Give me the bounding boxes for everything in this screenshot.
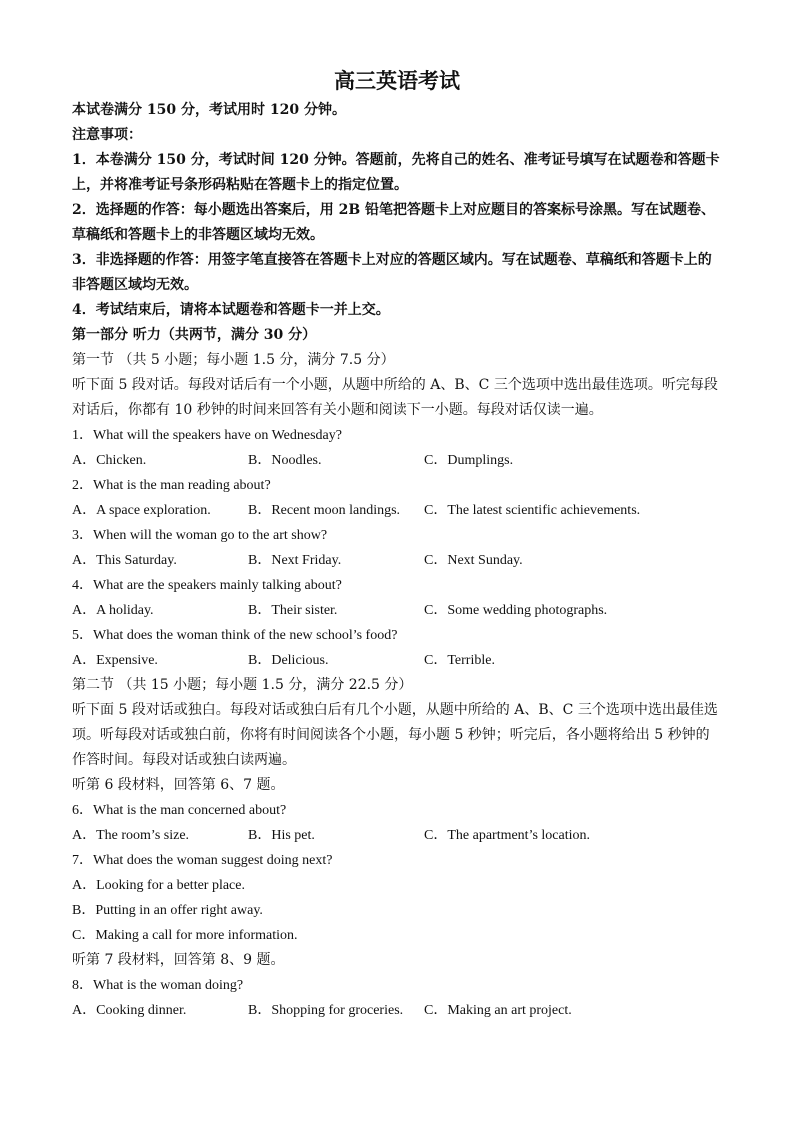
option-a: A．Expensive. bbox=[72, 653, 158, 668]
option-c: C．The apartment’s location. bbox=[424, 828, 591, 843]
option-c: C．Terrible. bbox=[424, 653, 495, 668]
question-2: 2．What is the man reading about? bbox=[72, 478, 271, 493]
question-8: 8．What is the woman doing? bbox=[72, 978, 244, 993]
notice-1: 1．本卷满分 150 分，考试时间 120 分钟。答题前，先将自己的姓名、准考证号填写在试题卷和答题卡上，并将准考证号条形码粘贴在答题卡上的指定位置。 bbox=[72, 152, 720, 193]
question-5-options bbox=[72, 648, 722, 673]
option-a: A．Looking for a better place. bbox=[72, 878, 245, 893]
question-4: 4．What are the speakers mainly talking about? bbox=[72, 578, 342, 593]
option-b: B．Next Friday. bbox=[248, 553, 342, 568]
option-b: B．Noodles. bbox=[248, 453, 322, 468]
option-b: B．Putting in an offer right away. bbox=[72, 903, 263, 918]
question-6: 6．What is the man concerned about? bbox=[72, 803, 287, 818]
option-b: B．Their sister. bbox=[248, 603, 338, 618]
option-b: B．His pet. bbox=[248, 828, 315, 843]
option-b: B．Shopping for groceries. bbox=[248, 1003, 404, 1018]
option-a: A．A holiday. bbox=[72, 603, 154, 618]
question-7: 7．What does the woman suggest doing next? bbox=[72, 853, 333, 868]
notice-3: 3．非选择题的作答：用签字笔直接答在答题卡上对应的答题区域内。写在试题卷、草稿纸和答题卡上的非答题区域均无效。 bbox=[72, 252, 712, 293]
question-6-options bbox=[72, 823, 722, 848]
option-c: C．Making an art project. bbox=[424, 1003, 572, 1018]
option-b: B．Recent moon landings. bbox=[248, 503, 401, 518]
exam-page bbox=[72, 66, 722, 1023]
option-a: A．This Saturday. bbox=[72, 553, 177, 568]
question-3-options bbox=[72, 548, 722, 573]
option-a: A．The room’s size. bbox=[72, 828, 190, 843]
option-b: B．Delicious. bbox=[248, 653, 329, 668]
section2-heading: 第二节 （共 15 小题；每小题 1.5 分，满分 22.5 分） bbox=[72, 677, 413, 693]
question-8-options bbox=[72, 998, 722, 1023]
option-c: C．Some wedding photographs. bbox=[424, 603, 608, 618]
question-5: 5．What does the woman think of the new school’s food? bbox=[72, 628, 398, 643]
notice-heading: 注意事项： bbox=[72, 127, 142, 143]
section1-instructions: 听下面 5 段对话。每段对话后有一个小题，从题中所给的 A、B、C 三个选项中选出最佳选项。听完每段对话后，你都有 10 秒钟的时间来回答有关小题和阅读下一小题。每段对话仅读一遍。 bbox=[72, 377, 718, 418]
exam-title: 高三英语考试 bbox=[334, 68, 460, 93]
notice-2: 2．选择题的作答：每小题选出答案后，用 2B 铅笔把答题卡上对应题目的答案标号涂黑。写在试题卷、草稿纸和答题卡上的非答题区域均无效。 bbox=[72, 202, 716, 243]
question-1: 1．What will the speakers have on Wednesday? bbox=[72, 428, 342, 443]
option-c: C．Dumplings. bbox=[424, 453, 514, 468]
notice-4: 4．考试结束后，请将本试题卷和答题卡一并上交。 bbox=[72, 302, 390, 318]
section2-instructions: 听下面 5 段对话或独白。每段对话或独白后有几个小题，从题中所给的 A、B、C 三个选项中选出最佳选项。听每段对话或独白前，你将有时间阅读各个小题，每小题 5 秒钟；听完后，各小题将给出 5 秒钟的作答时间。每段对话或独白读两遍。 bbox=[72, 702, 718, 768]
question-4-options bbox=[72, 598, 722, 623]
option-a: A．A space exploration. bbox=[72, 503, 211, 518]
option-c: C．Next Sunday. bbox=[424, 553, 523, 568]
question-2-options bbox=[72, 498, 722, 523]
material-7-label: 听第 7 段材料，回答第 8、9 题。 bbox=[72, 952, 285, 968]
exam-intro: 本试卷满分 150 分，考试用时 120 分钟。 bbox=[72, 102, 346, 118]
question-3: 3．When will the woman go to the art show? bbox=[72, 528, 328, 543]
option-a: A．Cooking dinner. bbox=[72, 1003, 187, 1018]
option-a: A．Chicken. bbox=[72, 453, 147, 468]
part1-heading: 第一部分 听力（共两节，满分 30 分） bbox=[72, 327, 317, 343]
material-6-label: 听第 6 段材料，回答第 6、7 题。 bbox=[72, 777, 285, 793]
section1-heading: 第一节 （共 5 小题；每小题 1.5 分，满分 7.5 分） bbox=[72, 352, 395, 368]
question-1-options bbox=[72, 448, 722, 473]
option-c: C．The latest scientific achievements. bbox=[424, 503, 641, 518]
option-c: C．Making a call for more information. bbox=[72, 928, 298, 943]
